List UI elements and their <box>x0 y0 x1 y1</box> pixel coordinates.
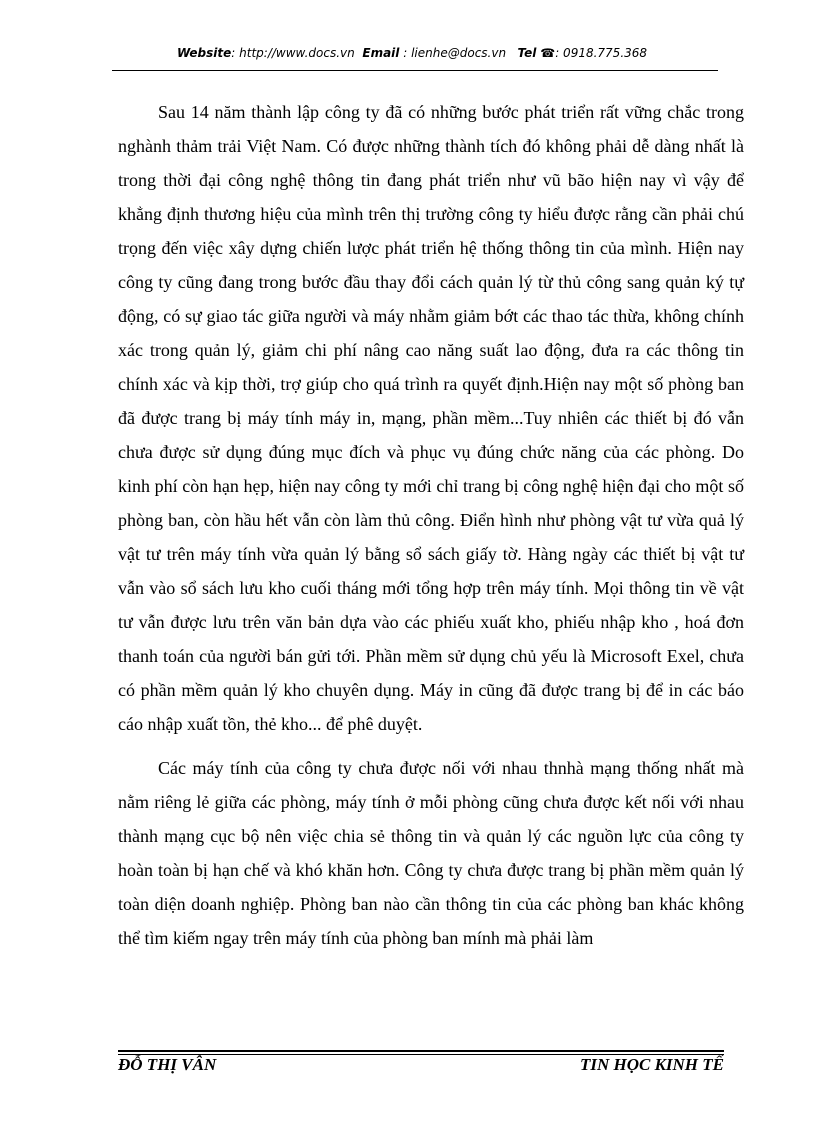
footer-divider-thick <box>118 1050 724 1052</box>
document-body <box>118 95 744 955</box>
paragraph-2: Các máy tính của công ty chưa được nối với nhau thnhà mạng thống nhất mà nằm riêng lẻ giữa các phòng, máy tính ở mỗi phòng cũng chưa được kết nối với nhau thành mạng cục bộ nên việc chia sẻ thông tin và quản lý các nguồn lực của công ty hoàn toàn bị hạn chế và khó khăn hơn. Công ty chưa được trang bị phần mềm quản lý toàn diện doanh nghiệp. Phòng ban nào cần thông tin của các phòng ban khác không thể tìm kiếm ngay trên máy tính của phòng ban mính mà phải làm <box>118 758 744 948</box>
header-divider <box>112 70 718 71</box>
paragraph-1: Sau 14 năm thành lập công ty đã có những bước phát triển rất vững chắc trong nghành thảm trải Việt Nam. Có được những thành tích đó không phải dễ dàng nhất là trong thời đại công nghệ thông tin đang phát triển như vũ bão hiện nay vì vậy để khẳng định thương hiệu của mình trên thị trường công ty hiểu được rằng cần phải chú trọng đến việc xây dựng chiến lược phát triển hệ thống thông tin của mình. Hiện nay công ty cũng đang trong bước đầu thay đổi cách quản lý từ thủ công sang quản ký tự động, có sự giao tác giữa người và máy nhằm giảm bớt các thao tác thừa, không chính xác trong quản lý, giảm chi phí nâng cao năng suất lao động, đưa ra các thông tin chính xác và kịp thời, trợ giúp cho quá trình ra quyết định.Hiện nay một số phòng ban đã được trang bị máy tính máy in, mạng, phần mềm...Tuy nhiên các thiết bị đó vẫn chưa được sử dụng đúng mục đích và phục vụ đúng chức năng của các phòng. Do kinh phí còn hạn hẹp, hiện nay công ty mới chỉ trang bị công nghệ hiện đại cho một số phòng ban, còn hầu hết vẫn còn làm thủ công. Điển hình như phòng vật tư vừa quả lý vật tư trên máy tính vừa quản lý bằng sổ sách giấy tờ. Hàng ngày các thiết bị vật tư vẫn vào sổ sách lưu kho cuối tháng mới tổng hợp trên máy tính. Mọi thông tin về vật tư vẫn được lưu trên văn bản dựa vào các phiếu xuất kho, phiếu nhập kho , hoá đơn thanh toán của người bán gửi tới. Phần mềm sử dụng chủ yếu là Microsoft Exel, chưa có phần mềm quản lý kho chuyên dụng. Máy in cũng đã được trang bị để in các báo cáo nhập xuất tồn, thẻ kho... để phê duyệt. <box>118 102 744 734</box>
email-label: Email <box>362 46 400 60</box>
website-label: Website <box>176 46 232 60</box>
website-value: : http://www.docs.vn <box>231 46 355 60</box>
phone-icon: ☎ <box>540 46 556 60</box>
footer-department: TIN HỌC KINH TẾ <box>579 1055 724 1074</box>
footer-author: ĐỖ THỊ VÂN <box>118 1055 217 1074</box>
tel-label: Tel <box>517 46 537 60</box>
tel-value: : 0918.775.368 <box>555 46 648 60</box>
page-header <box>112 46 712 60</box>
email-value: : lienhe@docs.vn <box>403 46 507 60</box>
